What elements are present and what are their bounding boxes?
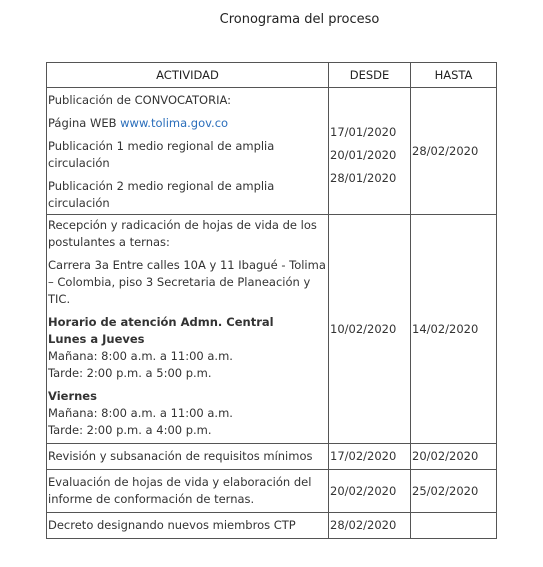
table-header-row xyxy=(47,63,497,88)
table-row xyxy=(47,215,497,444)
from-cell-review: 17/02/2020 xyxy=(329,444,411,470)
hours-text: Tarde: 2:00 p.m. a 5:00 p.m. xyxy=(48,366,212,380)
header-from: DESDE xyxy=(329,63,411,88)
days-label: Lunes a Jueves xyxy=(48,332,145,346)
to-cell-publication: 28/02/2020 xyxy=(411,88,497,215)
from-cell-decree: 28/02/2020 xyxy=(329,513,411,539)
to-cell-evaluation: 25/02/2020 xyxy=(411,470,497,513)
activity-text: Recepción y radicación de hojas de vida de los postulantes a ternas: xyxy=(48,218,317,249)
activity-cell-publication xyxy=(47,88,329,215)
schedule-table xyxy=(46,62,497,539)
table-row xyxy=(47,88,497,215)
hours-text: Tarde: 2:00 p.m. a 4:00 p.m. xyxy=(48,423,212,437)
date-text: 28/01/2020 xyxy=(330,170,397,185)
from-cell-publication xyxy=(329,88,411,215)
web-label: Página WEB xyxy=(48,116,121,130)
activity-cell-decree: Decreto designando nuevos miembros CTP xyxy=(47,513,329,539)
days-label: Viernes xyxy=(48,389,97,403)
to-cell-review: 20/02/2020 xyxy=(411,444,497,470)
activity-text: Carrera 3a Entre calles 10A y 11 Ibagué - Tolima – Colombia, piso 3 Secretaria de Planeación y TIC. xyxy=(48,258,326,306)
date-text: 17/01/2020 xyxy=(330,124,397,139)
table-row xyxy=(47,444,497,470)
activity-cell-review: Revisión y subsanación de requisitos mínimos xyxy=(47,444,329,470)
table-row xyxy=(47,513,497,539)
hours-text: Mañana: 8:00 a.m. a 11:00 a.m. xyxy=(48,349,233,363)
from-cell-evaluation: 20/02/2020 xyxy=(329,470,411,513)
to-cell-reception: 14/02/2020 xyxy=(411,215,497,444)
activity-text: Publicación 2 medio regional de amplia circulación xyxy=(48,179,275,210)
activity-cell-reception xyxy=(47,215,329,444)
activity-text xyxy=(48,115,328,132)
page-title-text: Cronograma del proceso xyxy=(219,12,380,27)
header-activity: ACTIVIDAD xyxy=(47,63,329,88)
website-link[interactable]: www.tolima.gov.co xyxy=(120,116,229,130)
header-to: HASTA xyxy=(411,63,497,88)
page-title xyxy=(0,12,543,27)
activity-text: Publicación de CONVOCATORIA: xyxy=(48,93,232,107)
from-cell-reception: 10/02/2020 xyxy=(329,215,411,444)
hours-title: Horario de atención Admn. Central xyxy=(48,315,274,329)
hours-text: Mañana: 8:00 a.m. a 11:00 a.m. xyxy=(48,406,233,420)
table-row xyxy=(47,470,497,513)
activity-cell-evaluation: Evaluación de hojas de vida y elaboración del informe de conformación de ternas. xyxy=(47,470,329,513)
activity-text: Publicación 1 medio regional de amplia circulación xyxy=(48,139,275,170)
date-text: 20/01/2020 xyxy=(330,147,397,162)
to-cell-decree xyxy=(411,513,497,539)
